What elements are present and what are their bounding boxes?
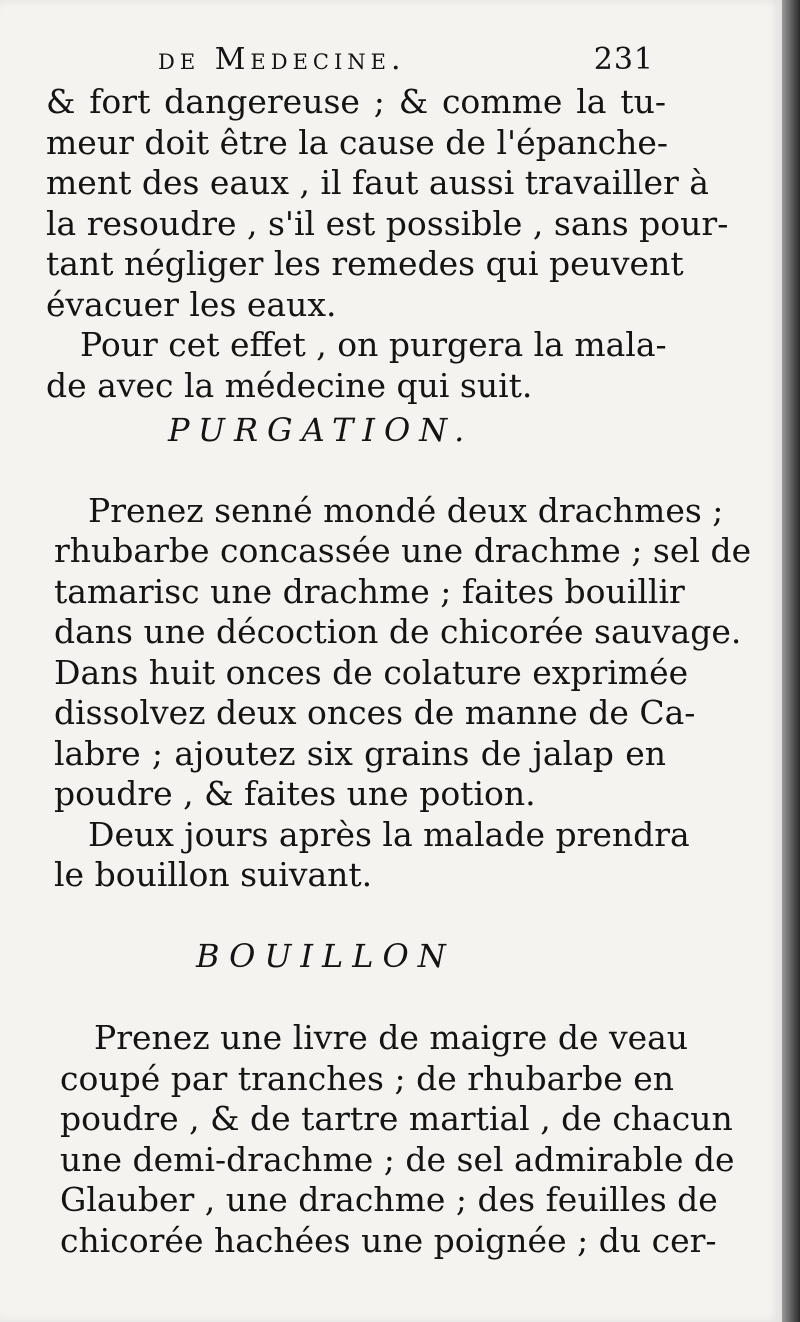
section-title-bouillon: BOUILLON [196, 936, 455, 975]
text-line: coupé par tranches ; de rhubarbe en [60, 1058, 674, 1098]
page-text [46, 40, 752, 1261]
running-header [46, 40, 666, 82]
text-line: ment des eaux , il faut aussi travailler à [46, 163, 709, 202]
text-line: chicorée hachées une poignée ; du cer- [60, 1220, 717, 1260]
text-line: meur doit être la cause de l'épanche- [46, 122, 669, 162]
text-line: rhubarbe concassée une drachme ; sel de [54, 531, 752, 570]
text-line: tant négliger les remedes qui peuvent [46, 244, 684, 283]
text-line: de avec la médecine qui suit. [46, 365, 533, 405]
text-line: une demi-drachme ; de sel admirable de [60, 1139, 735, 1179]
paragraph-continuation [46, 82, 729, 325]
running-title: de Medecine. [158, 42, 406, 77]
recipe-bouillon [46, 1018, 735, 1261]
text-line: dans une décoction de chicorée sauvage. [54, 612, 742, 651]
text-line: la resoudre , s'il est possible , sans pour- [46, 203, 729, 243]
text-line: Dans huit onces de colature exprimée [54, 652, 689, 692]
text-line: Prenez senné mondé deux drachmes ; [88, 490, 724, 530]
text-line: Glauber , une drachme ; des feuilles de [60, 1180, 718, 1219]
text-line: Pour cet effet , on purgera la mala- [80, 325, 667, 364]
text-line: le bouillon suivant. [54, 855, 373, 894]
text-line: dissolvez deux onces de manne de Ca- [54, 693, 696, 732]
recipe-purgation [46, 490, 752, 896]
section-title-purgation: PURGATION. [168, 411, 474, 449]
text-line: Prenez une livre de maigre de veau [94, 1018, 689, 1057]
paragraph-purge-intro [46, 325, 666, 406]
text-line: poudre , & de tartre martial , de chacun [60, 1099, 733, 1138]
text-line: poudre , & faites une potion. [54, 774, 536, 813]
text-line: Deux jours après la malade prendra [88, 814, 690, 854]
page-number: 231 [593, 42, 654, 77]
text-line: évacuer les eaux. [46, 284, 337, 324]
text-line: & fort dangereuse ; & comme la tu- [46, 82, 666, 121]
text-line: labre ; ajoutez six grains de jalap en [54, 733, 666, 773]
text-line: tamarisc une drachme ; faites bouillir [54, 571, 685, 611]
page-edge-shadow [782, 0, 800, 1322]
